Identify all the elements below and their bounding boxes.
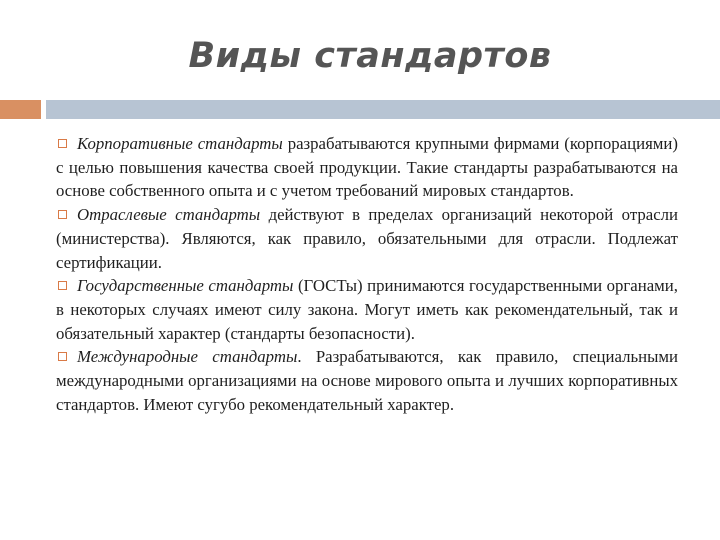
slide-body	[56, 132, 678, 416]
term-international: Международные стандарты	[77, 347, 298, 367]
list-item-state	[56, 274, 678, 345]
list-item-industry	[56, 203, 678, 274]
square-bullet-icon	[58, 281, 67, 290]
item-text-state: (ГОСТы) принимаются государственными органами, в некоторых случаях имеют силу закона. Могут иметь как рекомендательный, так и обязательный характер (стандарты безопасности).	[56, 276, 678, 343]
term-corporate: Корпоративные стандарты	[77, 134, 283, 153]
square-bullet-icon	[58, 210, 67, 219]
header-rule-bar	[46, 100, 720, 119]
header-accent-bar	[0, 100, 41, 119]
list-item-corporate	[56, 132, 678, 203]
item-text-industry: действуют в пределах организаций некоторой отрасли (министерства). Являются, как правило, обязательными для отрасли. Подлежат сертификации.	[56, 205, 679, 272]
slide-title: Виды стандартов	[188, 36, 552, 76]
item-text-corporate: разрабатываются крупными фирмами (корпорациями) с целью повышения качества своей продукции. Такие стандарты разрабатываются на основе собственного опыта и с учетом требований мировых стандартов.	[56, 134, 678, 201]
square-bullet-icon	[58, 352, 67, 361]
square-bullet-icon	[58, 139, 67, 148]
list-item-international	[56, 345, 678, 416]
item-text-international: . Разрабатываются, как правило, специальными международными организациями на основе мирового опыта и лучших корпоративных стандартов. Имеют сугубо рекомендательный характер.	[56, 347, 678, 414]
term-industry: Отраслевые стандарты	[77, 205, 261, 225]
term-state: Государственные стандарты	[77, 276, 294, 296]
